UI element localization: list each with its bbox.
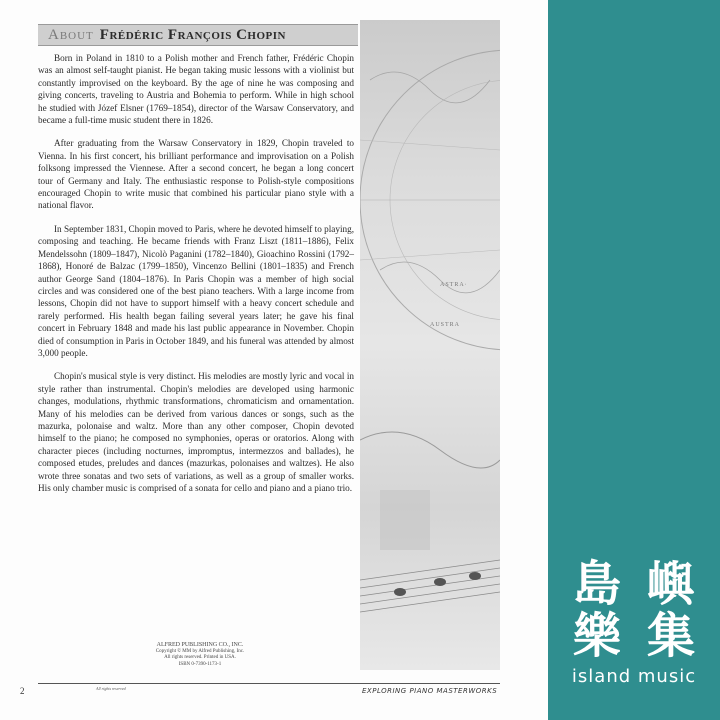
publisher-name: ALFRED PUBLISHING CO., INC.: [156, 642, 244, 648]
brand-subtitle: island music: [571, 666, 697, 687]
brand-char-4: 集: [647, 608, 696, 664]
brand-char-3: 樂: [572, 608, 621, 664]
series-title: EXPLORING PIANO MASTERWORKS: [362, 687, 498, 695]
copyright-line: Copyright © MM by Alfred Publishing, Inc.: [155, 648, 245, 654]
isbn-line: ISBN 0-7390-1173-1: [178, 661, 222, 667]
paragraph-2: After graduating from the Warsaw Conservatory in 1829, Chopin traveled to Vienna. In his first concert, his brilliant performance and improvisation on a Polish folksong impressed the Viennese. After a second concert, he began a long concert tour of Germany and Italy. The enthusiastic response to Polish-style compositions encouraged Chopin to write music that combined his particular piano style with a national flavor.: [38, 138, 354, 211]
map-label-2: AUSTRA: [430, 322, 461, 328]
paragraph-4: Chopin's musical style is very distinct. His melodies are mostly lyric and vocal in style rather than instrumental. Chopin's melodies are developed using harmonic changes, modulations, rhythmic transformations, chromaticism and ornamentation. Many of his melodies can be derived from various dances or songs, such as the mazurka, polonaise and waltz. More than any other composer, Chopin devoted himself to the piano; he composed no symphonies, operas or oratorios. Along with character pieces (including nocturnes, impromptus, intermezzos and ballades), he composed etudes, preludes and dances (mazurkas, polonaises and waltzes). He also wrote three sonatas and two sets of variations, as well as a group of smaller works. His only chamber music is comprised of a sonata for cello and piano and a piano trio.: [38, 371, 354, 493]
map-label-1: ASTRA·: [440, 282, 468, 288]
decorative-map-strip: [360, 20, 500, 670]
page-number: 2: [20, 686, 25, 696]
publisher-info: [120, 642, 280, 668]
brand-panel: [548, 0, 720, 720]
paragraph-3: In September 1831, Chopin moved to Paris, where he devoted himself to playing, composing and teaching. He became friends with Franz Liszt (1811–1886), Felix Mendelssohn (1809–1847), Nicolò Paganini (1782–1840), Gioachino Rossini (1792–1868), Honoré de Balzac (1799–1850), Vincenzo Bellini (1801–1835) and French author George Sand (1804–1876). In Paris Chopin was a member of high social circles and was considered one of the best piano teachers. With a large income from lessons, Chopin did not have to support himself with a heavy concert schedule and rarely performed. His health began failing several years later; he gave his final concert in February 1848 and made his last public appearance in November. Chopin died of consumption in Paris in October 1849, and his funeral was attended by almost 3,000 people.: [38, 223, 354, 358]
page-title: [38, 24, 358, 46]
footer-divider: [38, 683, 500, 684]
biography-text: [38, 52, 354, 505]
rights-notice: All rights reserved: [96, 686, 126, 691]
brand-logo: [548, 558, 720, 687]
paragraph-1: Born in Poland in 1810 to a Polish mother and French father, Frédéric Chopin was an almost self-taught pianist. He began taking music lessons with a violinist but constantly improvised on the keyboard. By the age of nine he was composing and giving concerts, traveling to Austria and Bohemia to perform. While in high school he studied with Józef Elsner (1769–1854), director of the Warsaw Conservatory, and became a full-time music student there in 1826.: [38, 53, 354, 126]
composer-name: Frédéric François Chopin: [99, 26, 286, 43]
rights-line: All rights reserved. Printed in USA.: [164, 655, 236, 660]
about-label: About: [48, 26, 94, 43]
brand-char-2: 嶼: [647, 556, 696, 612]
brand-char-1: 島: [572, 556, 621, 612]
world-map-illustration: [360, 20, 500, 670]
